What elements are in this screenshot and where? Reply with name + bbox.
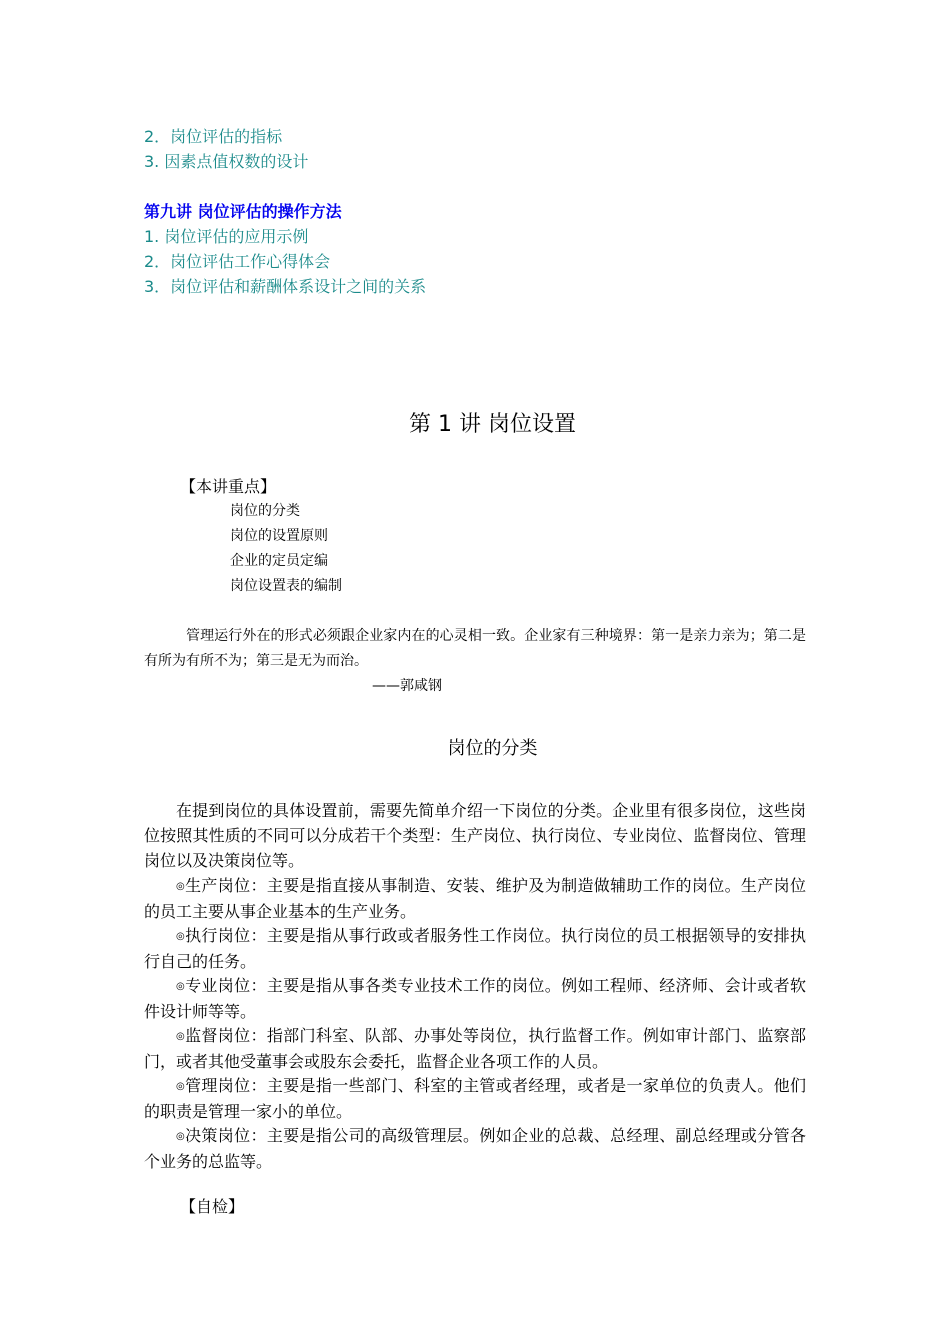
bullet-icon: ◎ xyxy=(176,1081,186,1092)
key-points-heading: 【本讲重点】 xyxy=(180,477,277,496)
category-paragraph xyxy=(144,873,806,924)
toc-lecture-heading[interactable]: 第九讲 岗位评估的操作方法 xyxy=(144,202,342,221)
lecture-title: 第 1 讲 岗位设置 xyxy=(409,412,576,437)
quote-author: ——郭咸钢 xyxy=(372,678,442,694)
key-point-item: 岗位的分类 xyxy=(230,503,300,519)
category-paragraph xyxy=(144,1073,806,1124)
bullet-icon: ◎ xyxy=(176,881,186,892)
category-text: 生产岗位：主要是指直接从事制造、安装、维护及为制造做辅助工作的岗位。生产岗位的员工主要从事企业基本的生产业务。 xyxy=(144,876,806,921)
bullet-icon: ◎ xyxy=(176,1031,186,1042)
key-point-item: 岗位设置表的编制 xyxy=(230,578,342,594)
quote-text: 管理运行外在的形式必须跟企业家内在的心灵相一致。企业家有三种境界：第一是亲力亲为；第二是有所为有所不为；第三是无为而治。 xyxy=(144,628,806,669)
category-text: 决策岗位：主要是指公司的高级管理层。例如企业的总裁、总经理、副总经理或分管各个业务的总监等。 xyxy=(144,1126,806,1171)
bullet-icon: ◎ xyxy=(176,981,186,992)
key-point-item: 岗位的设置原则 xyxy=(230,528,328,544)
section-title: 岗位的分类 xyxy=(447,738,538,759)
category-paragraph xyxy=(144,1123,806,1174)
toc-item[interactable]: 3．岗位评估和薪酬体系设计之间的关系 xyxy=(144,277,427,296)
category-text: 专业岗位：主要是指从事各类专业技术工作的岗位。例如工程师、经济师、会计或者软件设计师等等。 xyxy=(144,976,806,1021)
key-point-item: 企业的定员定编 xyxy=(230,553,328,569)
bullet-icon: ◎ xyxy=(176,1131,186,1142)
category-text: 管理岗位：主要是指一些部门、科室的主管或者经理，或者是一家单位的负责人。他们的职责是管理一家小的单位。 xyxy=(144,1076,806,1121)
bullet-icon: ◎ xyxy=(176,931,186,942)
category-paragraph xyxy=(144,923,806,974)
toc-item[interactable]: 2．岗位评估的指标 xyxy=(144,127,283,146)
category-text: 监督岗位：指部门科室、队部、办事处等岗位，执行监督工作。例如审计部门、监察部门，或者其他受董事会或股东会委托，监督企业各项工作的人员。 xyxy=(144,1026,806,1071)
category-paragraph xyxy=(144,973,806,1024)
intro-paragraph: 在提到岗位的具体设置前，需要先简单介绍一下岗位的分类。企业里有很多岗位，这些岗位按照其性质的不同可以分成若干个类型：生产岗位、执行岗位、专业岗位、监督岗位、管理岗位以及决策岗位等。 xyxy=(144,801,806,870)
toc-item[interactable]: 1. 岗位评估的应用示例 xyxy=(144,227,309,246)
toc-item[interactable]: 3. 因素点值权数的设计 xyxy=(144,152,309,171)
self-check-heading: 【自检】 xyxy=(180,1197,245,1216)
toc-item[interactable]: 2．岗位评估工作心得体会 xyxy=(144,252,331,271)
category-paragraph xyxy=(144,1023,806,1074)
category-text: 执行岗位：主要是指从事行政或者服务性工作岗位。执行岗位的员工根据领导的安排执行自己的任务。 xyxy=(144,926,806,971)
